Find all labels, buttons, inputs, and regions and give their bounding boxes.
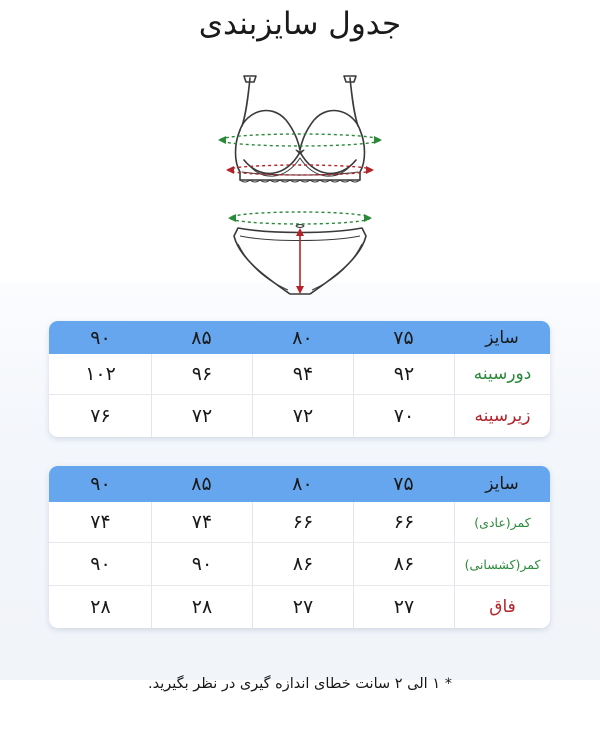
measurement-note: * ۱ الی ۲ سانت خطای اندازه گیری در نظر بگیرید. bbox=[148, 676, 452, 692]
waist-measure-line bbox=[228, 212, 372, 224]
bra-size-table bbox=[49, 321, 550, 437]
table-cell: ۲۸ bbox=[90, 596, 111, 618]
table-row bbox=[49, 542, 550, 585]
table-row bbox=[49, 394, 550, 437]
bust-measure-line bbox=[218, 134, 382, 146]
header-cell: ۸۰ bbox=[292, 326, 313, 349]
table-cell: ۲۸ bbox=[151, 586, 252, 628]
row-label-rise: فاق bbox=[454, 586, 550, 628]
garment-illustration bbox=[210, 68, 390, 300]
table-header-row bbox=[49, 466, 550, 502]
rise-measure-line bbox=[296, 228, 304, 294]
header-cell: ۹۰ bbox=[90, 326, 111, 349]
table-cell: ۹۲ bbox=[353, 354, 454, 394]
header-cell: ۸۵ bbox=[191, 473, 212, 495]
table-cell: ۲۷ bbox=[252, 586, 353, 628]
table-cell: ۶۶ bbox=[252, 502, 353, 542]
header-cell: ۷۵ bbox=[393, 473, 414, 495]
table-cell: ۷۶ bbox=[90, 405, 111, 427]
table-cell: ۷۴ bbox=[90, 511, 111, 533]
row-label-bust: دورسینه bbox=[454, 354, 550, 394]
panty-size-table bbox=[49, 466, 550, 628]
underbust-measure-line bbox=[226, 165, 374, 175]
row-label-underbust: زیرسینه bbox=[454, 395, 550, 437]
table-cell: ۷۲ bbox=[252, 395, 353, 437]
header-cell: ۸۰ bbox=[292, 473, 313, 495]
table-cell: ۸۶ bbox=[252, 543, 353, 585]
row-label-waist-normal: کمر(عادی) bbox=[454, 502, 550, 542]
table-cell: ۱۰۲ bbox=[85, 363, 116, 385]
table-cell: ۹۶ bbox=[151, 354, 252, 394]
header-cell: ۹۰ bbox=[90, 473, 111, 495]
table-row bbox=[49, 502, 550, 542]
header-cell-size: سایز bbox=[485, 327, 519, 348]
table-cell: ۸۶ bbox=[353, 543, 454, 585]
header-cell: ۷۵ bbox=[393, 326, 414, 349]
table-cell: ۹۰ bbox=[90, 553, 111, 575]
bra-illustration bbox=[236, 76, 365, 182]
table-cell: ۷۰ bbox=[353, 395, 454, 437]
table-cell: ۷۴ bbox=[151, 502, 252, 542]
table-cell: ۹۴ bbox=[252, 354, 353, 394]
header-cell: ۸۵ bbox=[191, 326, 212, 349]
table-header-row bbox=[49, 321, 550, 354]
table-cell: ۲۷ bbox=[353, 586, 454, 628]
header-cell-size: سایز bbox=[485, 474, 519, 494]
table-row bbox=[49, 354, 550, 394]
page-title: جدول سایزبندی bbox=[198, 6, 402, 42]
table-cell: ۹۰ bbox=[151, 543, 252, 585]
table-cell: ۷۲ bbox=[151, 395, 252, 437]
table-cell: ۶۶ bbox=[353, 502, 454, 542]
row-label-waist-elastic: کمر(کشسانی) bbox=[454, 543, 550, 585]
table-row bbox=[49, 585, 550, 628]
